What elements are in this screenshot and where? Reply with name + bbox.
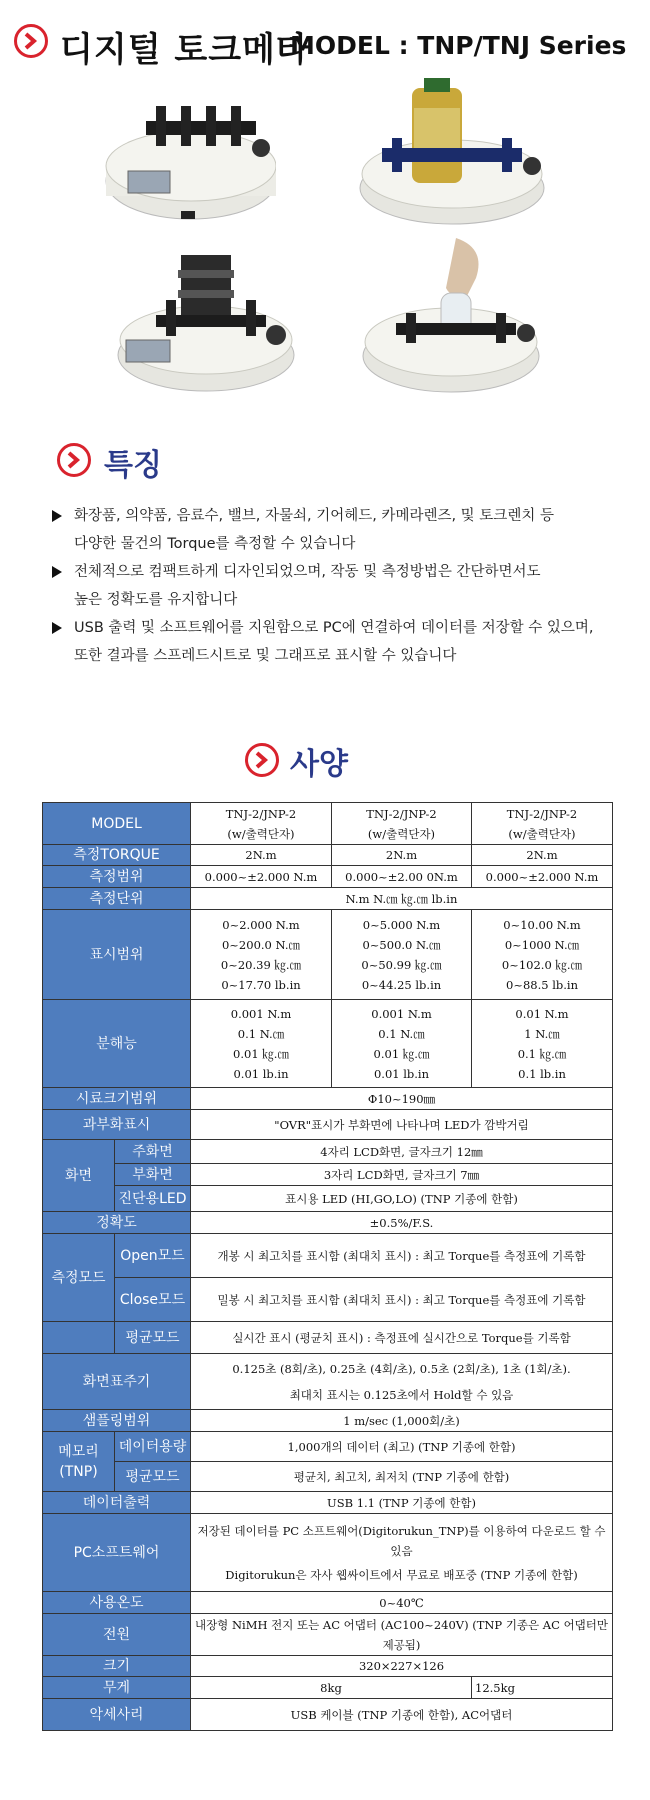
- table-row: [43, 1410, 613, 1432]
- sub-screen-cell: 3자리 LCD화면, 글자크기 7㎜: [191, 1164, 613, 1186]
- page-header: [0, 18, 650, 68]
- model-cell: TNJ-2/JNP-2 (w/출력단자): [191, 803, 332, 845]
- open-mode-cell: 개봉 시 최고치를 표시함 (최대치 표시) : 최고 Torque를 측정표에 기록함: [191, 1234, 613, 1278]
- output-header: 데이터출력: [43, 1492, 191, 1514]
- model-cell: TNJ-2/JNP-2 (w/출력단자): [472, 803, 613, 845]
- unit-header: 측정단위: [43, 888, 191, 910]
- overload-header: 과부화표시: [43, 1110, 191, 1140]
- torque-cell: 2N.m: [332, 845, 472, 866]
- feature-item: [52, 502, 632, 558]
- table-row: [43, 1164, 613, 1186]
- weight-cell: 12.5kg: [472, 1677, 613, 1699]
- feature-line: USB 출력 및 소프트웨어를 지원함으로 PC에 연결하여 데이터를 저장할 수 있으며,: [74, 620, 594, 636]
- memory-header: 메모리(TNP): [43, 1432, 115, 1492]
- torque-cell: 2N.m: [191, 845, 332, 866]
- table-row: [43, 910, 613, 1000]
- size-cell: 320×227×126: [191, 1656, 613, 1677]
- avg-mode-header: 평균모드: [115, 1322, 191, 1354]
- table-row: [43, 803, 613, 845]
- capacity-header: 데이터용량: [115, 1432, 191, 1462]
- table-row: [43, 1000, 613, 1088]
- resolution-header: 분해능: [43, 1000, 191, 1088]
- table-row: [43, 1656, 613, 1677]
- table-row: [43, 1322, 613, 1354]
- table-row: [43, 1354, 613, 1410]
- open-mode-header: Open모드: [115, 1234, 191, 1278]
- output-cell: USB 1.1 (TNP 기종에 한함): [191, 1492, 613, 1514]
- torque-header: 측정TORQUE: [43, 845, 191, 866]
- mode-header-cont: [43, 1322, 115, 1354]
- range-header: 측정범위: [43, 866, 191, 888]
- table-row: [43, 1088, 613, 1110]
- feature-line: 화장품, 의약품, 음료수, 밸브, 자물쇠, 기어헤드, 카메라렌즈, 및 토크렌치 등: [74, 508, 554, 524]
- table-row: [43, 1432, 613, 1462]
- product-photo-2: [352, 78, 552, 230]
- feature-line: 또한 결과를 스프레드시트로 및 그래프로 표시할 수 있습니다: [74, 648, 457, 664]
- refresh-header: 화면표주기: [43, 1354, 191, 1410]
- avg-mode-cell: 실시간 표시 (평균치 표시) : 측정표에 실시간으로 Torque를 기록함: [191, 1322, 613, 1354]
- led-header: 진단용LED: [115, 1186, 191, 1212]
- feature-item: [52, 558, 632, 614]
- sampling-header: 샘플링범위: [43, 1410, 191, 1432]
- memory-avg-header: 평균모드: [115, 1462, 191, 1492]
- resolution-cell: 0.001 N.m 0.1 N.㎝ 0.01 ㎏.㎝ 0.01 lb.in: [191, 1000, 332, 1088]
- table-row: [43, 1186, 613, 1212]
- arrow-circle-icon: [57, 443, 91, 477]
- model-series-label: MODEL : TNP/TNJ Series: [290, 31, 627, 60]
- display-range-cell: 0~10.00 N.m 0~1000 N.㎝ 0~102.0 ㎏.㎝ 0~88.5 lb.in: [472, 910, 613, 1000]
- display-range-header: 표시범위: [43, 910, 191, 1000]
- feature-line: 전체적으로 컴팩트하게 디자인되었으며, 작동 및 측정방법은 간단하면서도: [74, 564, 541, 580]
- software-header: PC소프트웨어: [43, 1514, 191, 1592]
- product-photo-3: [96, 240, 296, 400]
- table-row: [43, 1592, 613, 1614]
- screen-header: 화면: [43, 1140, 115, 1212]
- spec-title: 사양: [290, 747, 348, 782]
- arrow-circle-icon: [245, 743, 279, 777]
- close-mode-cell: 밀봉 시 최고치를 표시함 (최대치 표시) : 최고 Torque를 측정표에 기록함: [191, 1278, 613, 1322]
- sample-size-header: 시료크기범위: [43, 1088, 191, 1110]
- main-screen-header: 주화면: [115, 1140, 191, 1164]
- table-row: [43, 866, 613, 888]
- accuracy-cell: ±0.5%/F.S.: [191, 1212, 613, 1234]
- accuracy-header: 정확도: [43, 1212, 191, 1234]
- power-cell: 내장형 NiMH 전지 또는 AC 어댑터 (AC100~240V) (TNP 기종은 AC 어댑터만 제공됨): [191, 1614, 613, 1656]
- product-photo-1: [96, 86, 276, 226]
- resolution-cell: 0.01 N.m 1 N.㎝ 0.1 ㎏.㎝ 0.1 lb.in: [472, 1000, 613, 1088]
- triangle-bullet-icon: [52, 566, 62, 578]
- spec-table: [42, 802, 613, 1731]
- temp-header: 사용온도: [43, 1592, 191, 1614]
- temp-cell: 0~40℃: [191, 1592, 613, 1614]
- weight-header: 무게: [43, 1677, 191, 1699]
- table-row: [43, 1234, 613, 1278]
- model-header: MODEL: [43, 803, 191, 845]
- product-photo-4: [356, 238, 546, 400]
- feature-line: 다양한 물건의 Torque를 측정할 수 있습니다: [74, 536, 356, 552]
- arrow-circle-icon: [14, 24, 48, 58]
- power-header: 전원: [43, 1614, 191, 1656]
- table-row: [43, 1462, 613, 1492]
- memory-avg-cell: 평균치, 최고치, 최저치 (TNP 기종에 한함): [191, 1462, 613, 1492]
- sample-size-cell: Φ10~190㎜: [191, 1088, 613, 1110]
- features-list: [52, 502, 632, 670]
- triangle-bullet-icon: [52, 622, 62, 634]
- table-row: [43, 1614, 613, 1656]
- feature-item: [52, 614, 632, 670]
- triangle-bullet-icon: [52, 510, 62, 522]
- range-cell: 0.000~±2.000 N.m: [191, 866, 332, 888]
- range-cell: 0.000~±2.00 0N.m: [332, 866, 472, 888]
- table-row: [43, 1140, 613, 1164]
- main-screen-cell: 4자리 LCD화면, 글자크기 12㎜: [191, 1140, 613, 1164]
- software-cell: 저장된 데이터를 PC 소프트웨어(Digitorukun_TNP)를 이용하여 다운로드 할 수 있음 Digitorukun은 자사 웹싸이트에서 무료로 배포중 (TNP 기종에 한함): [191, 1514, 613, 1592]
- close-mode-header: Close모드: [115, 1278, 191, 1322]
- display-range-cell: 0~5.000 N.m 0~500.0 N.㎝ 0~50.99 ㎏.㎝ 0~44.25 lb.in: [332, 910, 472, 1000]
- features-title: 특징: [104, 448, 162, 483]
- mode-header: 측정모드: [43, 1234, 115, 1322]
- display-range-cell: 0~2.000 N.m 0~200.0 N.㎝ 0~20.39 ㎏.㎝ 0~17.70 lb.in: [191, 910, 332, 1000]
- accessory-header: 악세사리: [43, 1699, 191, 1731]
- capacity-cell: 1,000개의 데이터 (최고) (TNP 기종에 한함): [191, 1432, 613, 1462]
- table-row: [43, 1110, 613, 1140]
- table-row: [43, 845, 613, 866]
- size-header: 크기: [43, 1656, 191, 1677]
- table-row: [43, 1492, 613, 1514]
- torque-cell: 2N.m: [472, 845, 613, 866]
- refresh-cell: 0.125초 (8회/초), 0.25초 (4회/초), 0.5초 (2회/초), 1초 (1회/초). 최대치 표시는 0.125초에서 Hold할 수 있음: [191, 1354, 613, 1410]
- table-row: [43, 1212, 613, 1234]
- accessory-cell: USB 케이블 (TNP 기종에 한함), AC어댑터: [191, 1699, 613, 1731]
- feature-line: 높은 정확도를 유지합니다: [74, 592, 238, 608]
- sampling-cell: 1 m/sec (1,000회/초): [191, 1410, 613, 1432]
- sub-screen-header: 부화면: [115, 1164, 191, 1186]
- table-row: [43, 1677, 613, 1699]
- weight-cell: 8kg: [191, 1677, 472, 1699]
- unit-cell: N.m N.㎝ ㎏.㎝ lb.in: [191, 888, 613, 910]
- range-cell: 0.000~±2.000 N.m: [472, 866, 613, 888]
- overload-cell: "OVR"표시가 부화면에 나타나며 LED가 깜박거림: [191, 1110, 613, 1140]
- table-row: [43, 888, 613, 910]
- table-row: [43, 1699, 613, 1731]
- model-cell: TNJ-2/JNP-2 (w/출력단자): [332, 803, 472, 845]
- table-row: [43, 1514, 613, 1592]
- resolution-cell: 0.001 N.m 0.1 N.㎝ 0.01 ㎏.㎝ 0.01 lb.in: [332, 1000, 472, 1088]
- table-row: [43, 1278, 613, 1322]
- page-title: 디지털 토크메타: [60, 30, 310, 70]
- led-cell: 표시용 LED (HI,GO,LO) (TNP 기종에 한함): [191, 1186, 613, 1212]
